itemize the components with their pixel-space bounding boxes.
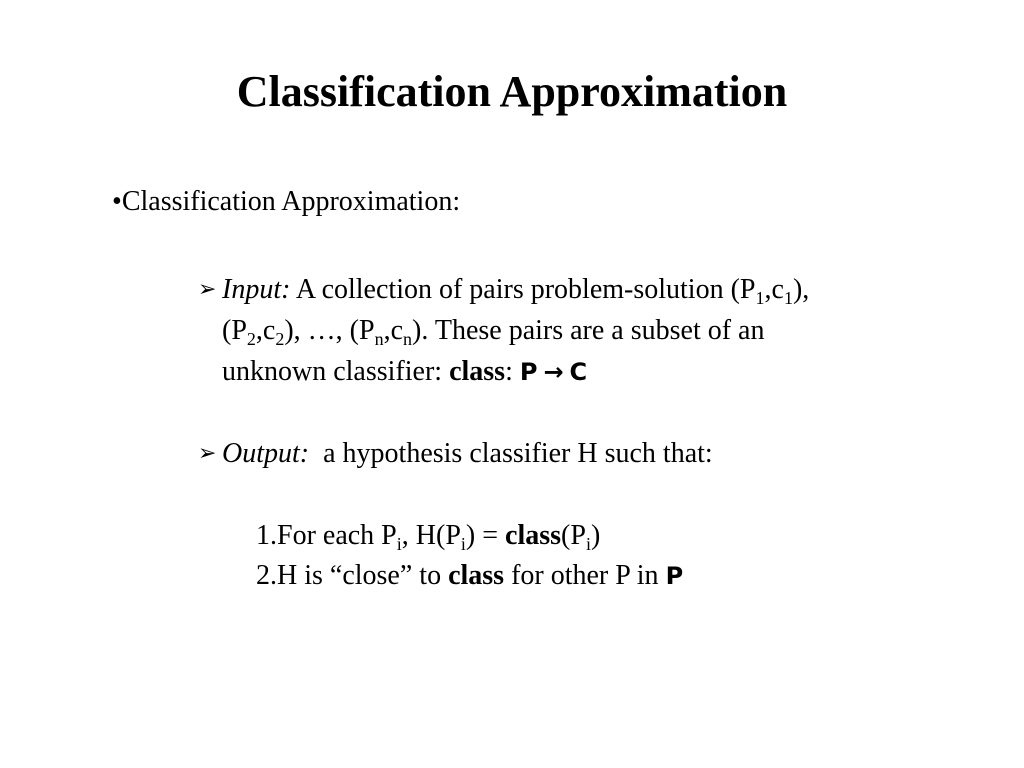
input-line-1 bbox=[198, 269, 968, 310]
item2-middle: for other P in bbox=[504, 560, 666, 591]
item1-equals: ) = bbox=[465, 520, 506, 551]
input-line-3 bbox=[198, 351, 968, 393]
p2-open: (P bbox=[222, 315, 247, 346]
input-line-2 bbox=[198, 310, 968, 351]
arrow-bullet-icon: ➢ bbox=[198, 441, 217, 466]
item1-sub-c: i bbox=[585, 534, 591, 554]
ellipsis-part: ), …, (P bbox=[284, 315, 375, 346]
c2-subscript: 2 bbox=[275, 329, 285, 349]
item1-middle: , H(P bbox=[401, 520, 461, 551]
input-line1-end: ), bbox=[792, 274, 810, 305]
input-line3-text: unknown classifier: bbox=[222, 356, 450, 387]
arrow-bullet-icon: ➢ bbox=[198, 277, 217, 302]
item2-prefix: 2.H is “close” to bbox=[256, 560, 449, 591]
p1-subscript: 1 bbox=[755, 288, 765, 308]
input-subbullet bbox=[198, 269, 968, 393]
item1-prefix: 1.For each P bbox=[256, 520, 397, 551]
slide-title: Classification Approximation bbox=[236, 67, 788, 116]
c1-subscript: 1 bbox=[783, 288, 793, 308]
item1-sub-b: i bbox=[460, 534, 466, 554]
output-label: Output: bbox=[222, 438, 310, 469]
input-label: Input: bbox=[222, 274, 291, 305]
output-text: a hypothesis classifier H such that: bbox=[309, 438, 713, 469]
main-bullet bbox=[112, 184, 460, 220]
item1-class-keyword: class bbox=[505, 520, 562, 551]
item1-sub-a: i bbox=[396, 534, 402, 554]
class-keyword: class bbox=[449, 356, 506, 387]
set-p-symbol: P bbox=[519, 358, 538, 386]
pn-subscript: n bbox=[374, 329, 384, 349]
c2-prefix: ,c bbox=[255, 315, 276, 346]
bullet-marker: • bbox=[112, 186, 122, 217]
input-line1-text: A collection of pairs problem-solution (P bbox=[290, 274, 756, 305]
output-subbullet bbox=[198, 433, 968, 474]
item2-set-p-symbol: P bbox=[665, 562, 684, 590]
c1-prefix: ,c bbox=[764, 274, 784, 305]
condition-item-1 bbox=[256, 516, 683, 556]
cn-prefix: ,c bbox=[383, 315, 404, 346]
set-c-symbol: C bbox=[569, 358, 588, 386]
right-arrow-icon: → bbox=[543, 358, 564, 386]
p2-subscript: 2 bbox=[246, 329, 256, 349]
mapping-colon: : bbox=[505, 356, 520, 387]
condition-item-2 bbox=[256, 556, 683, 596]
bullet-text: Classification Approximation: bbox=[121, 186, 461, 217]
item1-close: ) bbox=[590, 520, 601, 551]
item1-open: (P bbox=[561, 520, 586, 551]
cn-subscript: n bbox=[403, 329, 413, 349]
conditions-list bbox=[256, 516, 683, 596]
input-line2-end: ). These pairs are a subset of an bbox=[412, 315, 765, 346]
item2-class-keyword: class bbox=[448, 560, 505, 591]
